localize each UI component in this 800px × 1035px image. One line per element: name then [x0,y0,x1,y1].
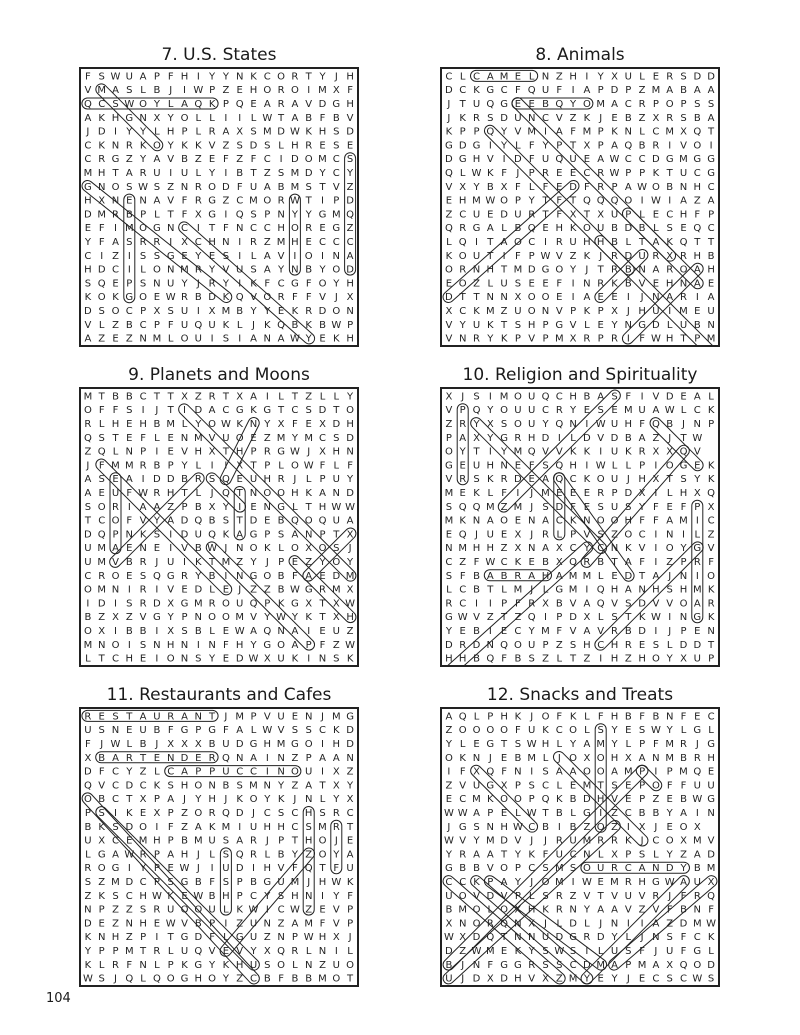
letter-grid [440,707,720,987]
grid-row: VNRYKPVPMXRPRIFWHTPM [445,333,716,345]
grid-row: YRAATYKFUCNLXPSLYZAD [445,849,715,861]
grid-row: GWVZTZQIPDXLSTKWINGK [445,612,715,624]
grid-row: UMAENEIVBWJNOKLOXOSJ [84,543,352,555]
grid-row: YFASRRIXCHNIRZMHECCC [84,237,354,248]
grid-row: FSWUAPFHIYYNKCORTYJH [85,71,354,83]
grid-row: OKNJEBMLJOXOHXANMBRH [444,752,715,764]
grid-row: VYUKTSHPGVLEYNGDLUBN [445,319,715,331]
grid-row: XBARTENDERQNAINZPAAN [84,752,354,764]
grid-row: YLEGTSWHLYAMYLPFMRJG [445,739,715,750]
grid-row: PSIKEXPZORQDJCSCHSRC [84,808,354,819]
grid-row: WXDQTNNUDGRDYLJNSFCK [443,932,715,944]
grid-row: NMHHZXNAXCYCNKVIOYGV [445,543,715,555]
grid-letters [442,69,718,345]
letter-grid [440,67,720,347]
grid-letters [81,709,357,985]
grid-row: MNOISNHNINFHYGOAPFZW [83,639,356,651]
grid-row: USNEUBFGPGFALWVSSCKD [84,725,354,737]
puzzle-title: 7. U.S. States [161,45,277,65]
grid-row: LCBTLMJLGMIQHANHSHMK [446,584,715,596]
grid-row: DQPNKSIDUQKAGPSANPTX [84,529,354,541]
grid-row: AKHGNXYOLLIILWTABFBV [84,112,354,124]
grid-row: GDGIYLFYPTXPAQBRIVOI [445,140,713,152]
grid-row: VPQYOUUCRYESEMUAWLCK [445,405,715,417]
grid-row: IDISRDXGMROUQPKGXTXW [86,598,356,610]
grid-row: DMRBPLTFXGIQSPNYYGMQ [84,209,355,221]
grid-row: RLHEHBMLYOWKNYXFEXDH [84,419,354,430]
grid-row: GNOSWSZNRODFUABMSTVZ [84,181,354,193]
grid-row: VRSKRDEAQCKOUJHXTSYK [445,474,715,486]
grid-row: ASEAIDDBRSQEUHRJLPUY [84,474,354,486]
grid-row: EOZLUSEEFINRKBVEHNAE [445,278,715,290]
letter-grid [79,707,359,987]
grid-row: SQEPSNUYJRYIKFCGFOYH [84,278,354,290]
grid-row: QLWKFJPREECRWPPKTUCG [444,168,715,179]
puzzle-title: 11. Restaurants and Cafes [106,685,332,705]
puzzle-title: 8. Animals [535,45,625,65]
grid-row: XNORQNXJLDLJNIIAZDMW [445,918,717,930]
grid-row: WWAPELWTBLGIZCBBYAIN [443,808,715,819]
grid-row: JFMMRBPYLIIXTPLOWFLF [86,460,353,472]
grid-row: CRGZYAVBZEFZFCIDOMCS [84,154,354,166]
grid-row: TCOFVYADQBSTDEBQOQUA [84,515,354,527]
grid-row: LQITAOCIRUHHBLTAKQTT [446,237,715,248]
grid-row: IFXQFNISAAOOAMPIPMQE [447,766,715,778]
letter-grid [440,387,720,667]
grid-letters [442,709,718,985]
grid-row: LTCHEIONSYEDWXUKINSK [85,653,354,665]
grid-row: DZWMEKYSWSILUSFJUFGL [445,946,714,957]
grid-row: VLZBCPFUQUKLJKQBKBWP [84,319,354,331]
grid-row: UMVBRJUIKTMZYJPEZYOY [84,557,354,568]
grid-row: EFIMOGNCITFNCCHOREGZ [84,223,354,235]
grid-row: DCKGCFQUFIAPDPZMABAA [445,85,715,97]
grid-row: SORIAAZPBXYIENGLTHWW [84,501,356,513]
grid-row: ZKSCHWKEWBHPCYSHNIYF [84,890,353,902]
grid-row: QVCDCKSHONBSMNYZATXY [83,780,354,792]
grid-row: PAXYGRHDILDVDBAZJTW [445,432,703,444]
grid-row: SZMDCPSGBFSPBGUMJHWK [84,877,354,888]
grid-row: WVYMDVJJRUMRRKJCOXMV [443,835,715,847]
grid-row: CZFWCKEBXQRBTAFIZPRF [445,557,714,568]
grid-row: KOUTIFPWVZKJRDURXRHB [445,250,715,262]
grid-letters [81,69,357,345]
grid-row: ZOOOOFUKCOLSYESWYLGL [445,725,714,737]
grid-row: MTBBCTTXZRTXAILTZLLY [83,391,354,403]
grid-row: ZCUEDURTFXTXUPLECHFP [445,209,715,221]
grid-row: XCKMZUONVPKPXJHUIMEU [445,306,715,317]
grid-row: AZEZNMLOUISIANAWYEKH [84,333,354,345]
grid-row: OYTIYMQVVKKIUKRXXQV [444,446,701,458]
grid-row: QCSWOYLAQKPQEARAVDGH [83,99,354,110]
grid-row: DTTNNXOOEIAEEIJNARIA [445,292,715,304]
grid-row: ZVUGXPSCLEMTSEPOFFUU [445,780,715,792]
grid-row: KOKGOEWRBDKQVORFFVJX [84,292,354,304]
grid-row: HHBQFBSZLTZIHZHOYXUP [445,653,715,665]
grid-row: GBBVOPCSMSOURCANDYBM [445,863,716,875]
grid-row: RCIIPFRXBVAQVSDVVOAR [445,598,715,610]
grid-row: CKNRKOYKKVZSDSLHRESE [84,140,354,152]
grid-row: HDCILONMRYVUSAYNBYOD [84,264,354,276]
grid-row: SFBABRAHAMMLEDTAJNIO [445,570,716,582]
puzzle-title: 10. Religion and Spirituality [462,365,698,385]
page-number: 104 [46,991,71,1006]
grid-row: RESTAURANTJMPVUENJMG [84,711,354,723]
grid-row: DEZNHEWVBPIZUNZAMFVP [84,918,354,930]
grid-row: VXYBXFLFEDFRPAWOBNHC [445,181,715,193]
grid-row: CLCAMELNZHIYXULERSDD [445,71,715,83]
grid-row: UOVDVPLSRZVTVUVRJFRQ [445,890,716,902]
grid-row: MKNAOENACKNOOHFFAMIC [444,515,715,527]
grid-row: AEUFWRHTLJQTNOOHKAND [84,488,354,499]
grid-row: QSTEFLENMVUOEZMYMCSD [83,432,354,444]
puzzle-title: 12. Snacks and Treats [486,685,674,705]
grid-row: DSOCPXSUIXMBYYEKRDON [84,306,354,317]
grid-row: LGAWRPAHJLSQRLBYZOYA [85,849,354,861]
grid-row: ROGIYPEWJIUDIHVFQTFU [84,863,354,875]
letter-grid [79,387,359,667]
grid-row: DFCYZLCAPPUCCINOUIXZ [84,766,354,778]
grid-row: MHTARUIULYIBTZSMDYCY [83,168,354,179]
grid-row: WSJQLQOGHOYZCBFBBMOT [82,973,354,985]
letter-grid [79,67,359,347]
grid-row: HXNENAVFRGZCMORWTIPD [84,195,354,207]
grid-row: AQLPHKJOFKLFHBFBNFEC [445,711,715,723]
grid-row: ZQLNPIEVHXTHPRGWJXHN [84,446,354,458]
grid-row: FJWLBJXXXBUDGHMGOIHD [85,739,354,750]
grid-row: KNHZPITGDFLGUZNPWHXJ [84,932,352,944]
grid-row: OXIBBIXSBLEWAQNAIEUZ [83,626,354,637]
grid-row: YEBIECYMFVAVRBDIJPEN [445,626,715,637]
grid-row: JDIYYLHPLRAXSMDWKHSD [86,126,354,138]
grid-row: CIZISSGEYESILAVIOINA [84,250,354,262]
grid-row: UXCEMHPBMUSARJPTHOJE [84,835,354,847]
grid-row: OFFSIJTIDACGKGTCSDTO [83,405,355,417]
grid-row: BJNFGGRSSCDMAPMAXQOD [445,959,715,971]
grid-row: VMASLBJIWPZEHOROIMXF [84,85,353,97]
grid-row: DRDNQOUPZSHCHRESLDDT [445,639,715,651]
grid-row: BZXZVGYPNOOMVYWYKTXH [84,612,354,624]
grid-row: SQQMZMJSDFESUSYFEFPX [445,501,715,513]
grid-row: MEKLFIJMEEERPDXILHXQ [444,488,716,499]
grid-row: CROESQGRYBINGOBFAEDM [84,570,355,582]
grid-row: KPPQYVMIAFMPKNLCMXQT [445,126,715,138]
grid-row: EQJUEXJRLPVSZOCINILZ [445,529,715,541]
grid-row: KLRFNLPKGYKHUSOLNZUO [84,959,355,971]
grid-row: ECMKOOPQKBDHVEPZEBWG [445,794,715,806]
grid-row: JTUQGEEBQYOMACRPOPSS [447,99,715,110]
grid-row: ORNHTMDGOYJTRBNAROAH [444,264,715,276]
grid-row: BKSDOIFZAKMIUHHCSMRT [84,821,354,833]
puzzle-title: 9. Planets and Moons [128,365,310,385]
grid-row: BMOLOXHKRNYAAVZVFBNF [445,904,714,916]
grid-row: NPZZSRUQOULKWICWZEVP [84,904,354,916]
grid-row: JGSNHWCBIBZOZIXJEOX [447,821,701,833]
grid-row: DGHVIDFUQUEAWCCDGMGG [445,154,715,166]
grid-row: OMNIRIVEDLEJZZBWGRMX [83,584,354,596]
grid-row: ZRYXSOUYQNIWUHFQBJNP [445,419,715,430]
grid-row: EHMWOPYTFTQQQOIWIAZA [445,195,715,207]
grid-row: XJSIMOUQCHBASFIVDEAL [445,391,714,403]
grid-row: UJDXDHVXZMYEYJECSCWS [445,973,715,985]
grid-letters [81,389,357,665]
grid-row: QRGALBQEHKOUBDBLSEQC [444,223,715,235]
grid-row: GEUHNEFSQHIWLLPIOGEK [445,460,715,472]
grid-letters [442,389,718,665]
grid-row: CCKPAYJOMIWEMRHGWAUX [445,877,715,888]
grid-row: OBCTXPAJYHJKOYKJNLYX [83,794,354,806]
grid-row: JKRSDUNCVZKJEBZXRSBA [447,112,715,124]
grid-row: YPPMTRLUQVEVYXQRLNIL [84,946,353,957]
